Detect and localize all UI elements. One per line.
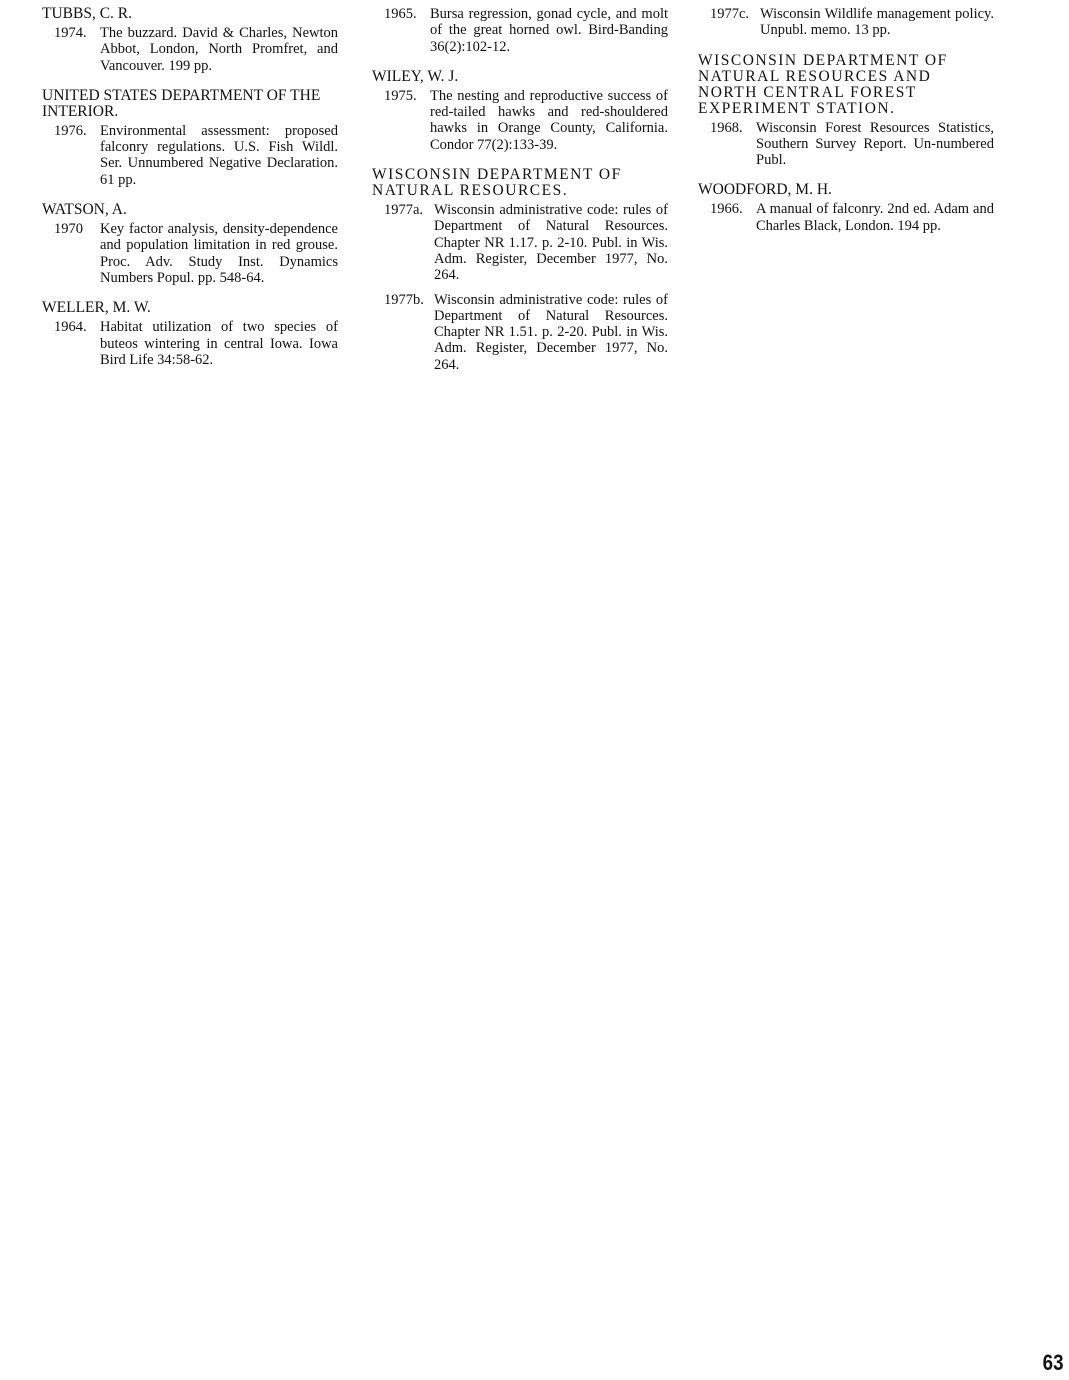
- reference-item: [372, 292, 668, 373]
- reference-text: Habitat utilization of two species of buteos wintering in central Iowa. Iowa Bird Life 34:58-62.: [100, 319, 338, 368]
- references-column-1: [42, 6, 338, 382]
- reference-item: [372, 6, 668, 55]
- reference-item: [698, 201, 994, 234]
- reference-text: A manual of falconry. 2nd ed. Adam and Charles Black, London. 194 pp.: [756, 201, 994, 234]
- reference-text: Wisconsin Forest Resources Statistics, Southern Survey Report. Un-numbered Publ.: [756, 119, 994, 169]
- reference-text: Wisconsin Wildlife management policy. Unpubl. memo. 13 pp.: [760, 6, 994, 39]
- reference-year: 1975.: [384, 87, 417, 104]
- reference-year: 1964.: [54, 319, 87, 336]
- reference-text: Wisconsin administrative code: rules of Department of Natural Resources. Chapter NR 1.51. p. 2-20. Publ. in Wis. Adm. Register, December 1977, No. 264.: [434, 291, 668, 373]
- reference-item: [698, 6, 994, 39]
- reference-author: WOODFORD, M. H.: [698, 181, 832, 199]
- reference-year: 1977a.: [384, 202, 424, 219]
- reference-year: 1970: [54, 221, 83, 238]
- references-column-2: [372, 6, 668, 387]
- reference-author: WILEY, W. J.: [372, 67, 459, 85]
- reference-entry: [372, 167, 668, 373]
- reference-author: TUBBS, C. R.: [42, 5, 133, 22]
- reference-entry: [372, 6, 668, 55]
- reference-entry: [42, 6, 338, 74]
- reference-entry: [42, 88, 338, 188]
- reference-item: [372, 88, 668, 153]
- reference-year: 1977c.: [710, 6, 750, 22]
- reference-year: 1976.: [54, 122, 87, 139]
- reference-text: Wisconsin administrative code: rules of Department of Natural Resources. Chapter NR 1.17. p. 2-10. Publ. in Wis. Adm. Register, December 1977, No. 264.: [434, 202, 668, 284]
- reference-item: [42, 221, 338, 286]
- reference-text: The nesting and reproductive success of red-tailed hawks and red-shouldered hawks in Orange County, California. Condor 77(2):133-39.: [430, 87, 668, 153]
- reference-author: UNITED STATES DEPARTMENT OF THE INTERIOR.: [42, 86, 321, 120]
- reference-item: [42, 123, 338, 188]
- reference-author: WELLER, M. W.: [42, 299, 151, 317]
- reference-year: 1966.: [710, 201, 743, 218]
- references-column-3: [698, 6, 994, 248]
- reference-text: The buzzard. David & Charles, Newton Abbot, London, North Promfret, and Vancouver. 199 pp.: [100, 25, 338, 74]
- reference-author: WATSON, A.: [42, 201, 127, 219]
- reference-text: Key factor analysis, density-dependence and population limitation in red grouse. Proc. Adv. Study Inst. Dynamics Numbers Popul. pp. 548-64.: [100, 221, 338, 286]
- reference-text: Environmental assessment: proposed falconry regulations. U.S. Fish Wildl. Ser. Unnumbered Negative Declaration. 61 pp.: [100, 122, 338, 188]
- reference-year: 1965.: [384, 6, 417, 22]
- reference-entry: [698, 6, 994, 39]
- reference-author: WISCONSIN DEPARTMENT OF NATURAL RESOURCES.: [372, 166, 622, 200]
- reference-item: [42, 25, 338, 74]
- reference-entry: [42, 300, 338, 368]
- reference-entry: [698, 182, 994, 234]
- reference-item: [372, 202, 668, 283]
- reference-year: 1968.: [710, 119, 743, 136]
- reference-entry: [42, 202, 338, 286]
- reference-entry: [698, 53, 994, 169]
- reference-year: 1974.: [54, 25, 87, 41]
- reference-author: WISCONSIN DEPARTMENT OF NATURAL RESOURCES AND NORTH CENTRAL FOREST EXPERIMENT STATION.: [698, 51, 948, 117]
- reference-year: 1977b.: [384, 291, 424, 308]
- reference-item: [698, 120, 994, 169]
- reference-entry: [372, 69, 668, 153]
- reference-item: [42, 319, 338, 368]
- page-number: 63: [1042, 1350, 1063, 1375]
- reference-text: Bursa regression, gonad cycle, and molt of the great horned owl. Bird-Banding 36(2):102-12.: [430, 6, 668, 55]
